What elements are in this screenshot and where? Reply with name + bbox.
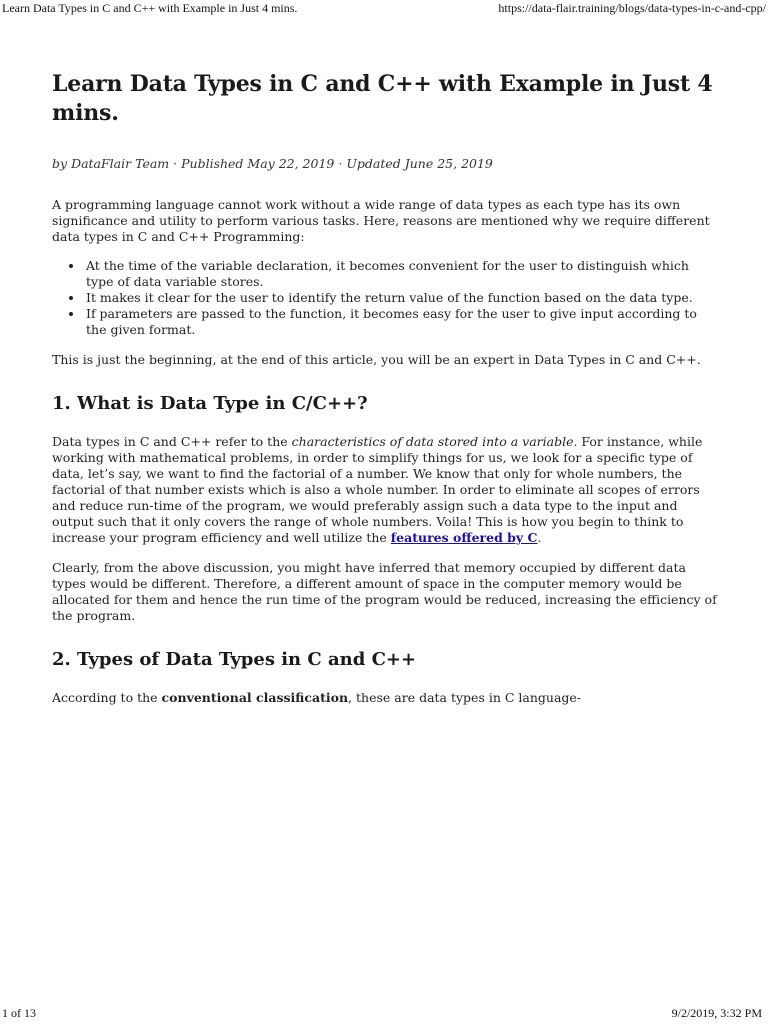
article [52,70,718,706]
reasons-list [52,258,718,338]
text-run: . For instance, while working with mathematical problems, in order to simplify things for us, we look for a specific type of data, let’s say, we want to find the factorial of a number. We know that only for whole numbers, the factorial of that number exists which is also a whole number. In order to eliminate all scopes of errors and reduce run-time of the program, we would preferably assign such a data type to the input and output such that it only covers the range of whole numbers. Voila! This is how you begin to think to increase your program efficiency and well utilize the [52,434,703,545]
section1-paragraph-2: Clearly, from the above discussion, you might have inferred that memory occupied by different data types would be different. Therefore, a different amount of space in the computer memory would be allocated for them and hence the run time of the program would be reduced, increasing the efficiency of the program. [52,560,717,623]
strong-text: conventional classification [161,690,349,705]
article-title: Learn Data Types in C and C++ with Example in Just 4 mins. [52,71,713,126]
print-footer [0,1006,768,1024]
page-number: 1 of 13 [2,1006,36,1020]
text-run: Data types in C and C++ refer to the [52,434,292,449]
byline [52,156,718,171]
section-heading: 1. What is Data Type in C/C++? [52,393,368,414]
byline-prefix: by [52,156,68,171]
closing-paragraph: This is just the beginning, at the end of this article, you will be an expert in Data Types in C and C++. [52,352,701,367]
text-run: According to the [52,690,162,705]
print-header [0,0,768,18]
intro-paragraph: A programming language cannot work without a wide range of data types as each type has its own significance and utility to perform various tasks. Here, reasons are mentioned why we require different data types in C and C++ Programming: [52,197,710,244]
print-header-title: Learn Data Types in C and C++ with Example in Just 4 mins. [2,1,298,15]
text-run: . [537,530,542,545]
byline-updated-label: Updated [346,156,401,171]
section-heading: 2. Types of Data Types in C and C++ [52,649,417,670]
emphasis-text: characteristics of data stored into a variable [291,434,574,449]
byline-published-label: Published [181,156,244,171]
section2-paragraph [52,690,718,706]
features-offered-link[interactable]: features offered by C [390,530,538,545]
list-item: • If parameters are passed to the function, it becomes easy for the user to give input according to the given format. [84,306,718,338]
byline-separator: · [173,156,178,171]
byline-updated-date: June 25, 2019 [404,156,493,171]
section1-paragraph [52,434,718,546]
list-item: • It makes it clear for the user to identify the return value of the function based on the data type. [84,290,718,306]
print-datetime: 9/2/2019, 3:32 PM [671,1006,762,1020]
print-header-url: https://data-flair.training/blogs/data-types-in-c-and-cpp/ [498,1,766,15]
byline-published-date: May 22, 2019 [247,156,335,171]
byline-author: DataFlair Team [71,156,170,171]
list-item: • At the time of the variable declaration, it becomes convenient for the user to distinguish which type of data variable stores. [84,258,718,290]
text-run: , these are data types in C language- [348,690,582,705]
byline-separator: · [338,156,343,171]
